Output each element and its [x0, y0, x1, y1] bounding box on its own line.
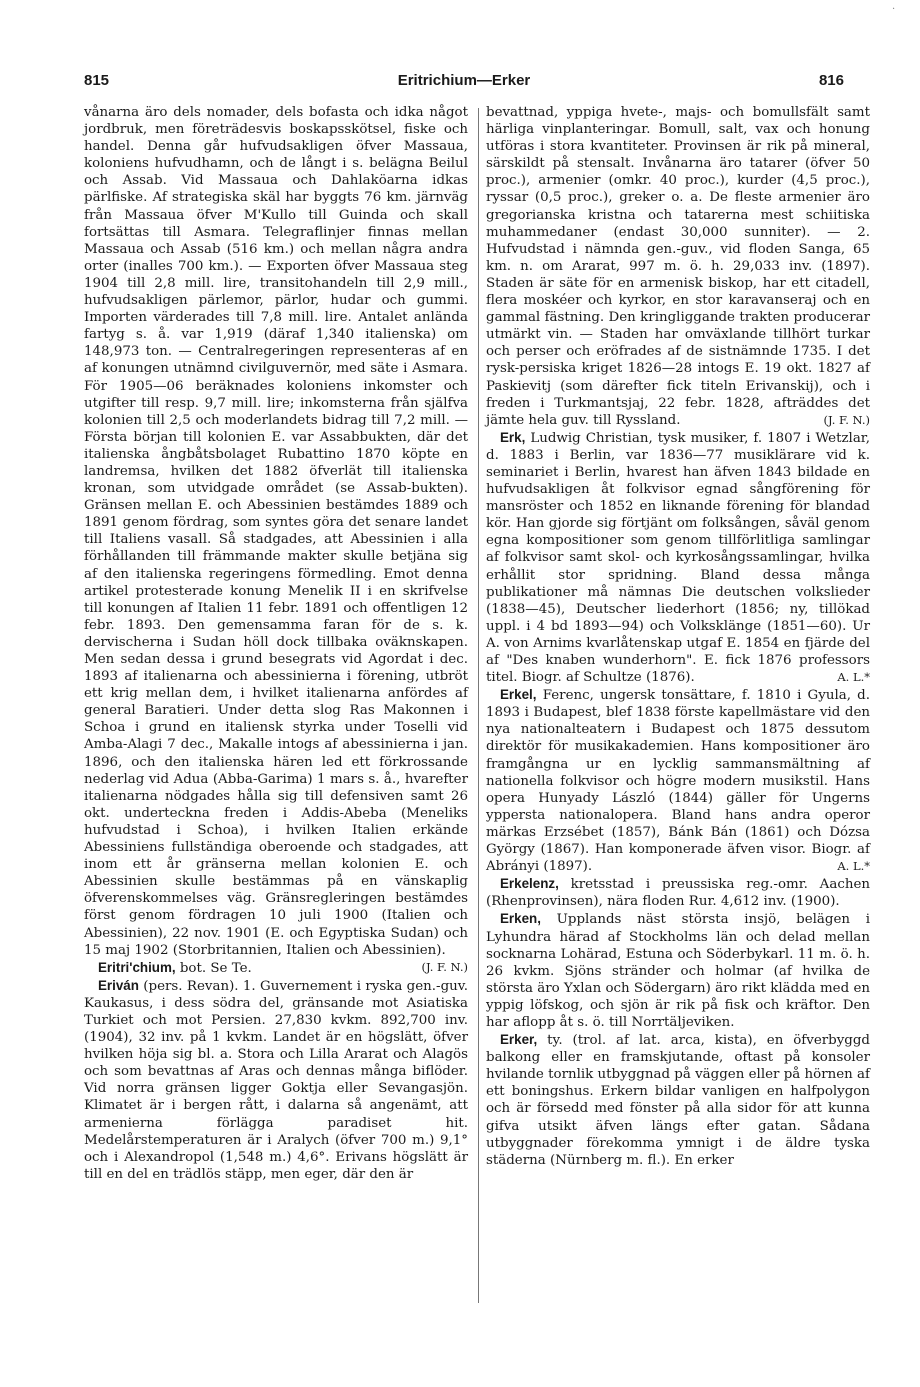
entry-text: Upplands näst största insjö, belägen i Lyhundra härad af Stockholms län och delad mellan socknarna Lohärad, Estuna och Söderbykarl. 11 m. ö. h. 26 kvkm. Sjöns stränder och holmar (af hvilka de största äro Yxlan och Södergarn) äro rikt klädda med en yppig löfskog, och sjön är rik på fisk och kräftor. Den har aflopp åt s. ö. till Norrtäljeviken. — [486, 912, 870, 1030]
entry-erivan — [84, 977, 468, 1183]
entry-text: (pers. Revan). 1. Guvernement i ryska gen.-guv. Kaukasus, i dess södra del, gränsande mot Asiatiska Turkiet och mot Persien. 27,830 kvkm. 892,700 inv. (1904), 32 inv. på 1 kvkm. Landet är en högslätt, öfver hvilken höja sig bl. a. Stora och Lilla Ararat och Alagös och som bevattnas af Aras och dennas många biflöder. Vid norra gränsen ligger Goktja eller Sevangasjön. Klimatet är i bergen rått, i dalarna så angenämt, att armenierna förlägga paradiset hit. Medelårstemperaturen är i Aralych (öfver 700 m.) 9,1° och i Alexandropol (1,548 m.) 4,6°. Erivans högslätt är till en del en trädlös stäpp, men eger, där den är — [84, 978, 468, 1182]
entry-text: ty. (trol. af lat. arca, kista), en öfverbyggd balkong eller en framskjutande, oftast på konsoler hvilande tornlik utbyggnad på väggen eller på hörnen af ett boningshus. Erkern bildar vanligen en halfpolygon och är försedd med fönster på alla sidor för att kunna gifva utsikt äfven längs efter gatan. Sådana utbyggnader förekomma ymnigt i de äldre tyska städerna (Nürnberg m. fl.). En erker — [486, 1033, 870, 1168]
entry-eritrichium — [84, 959, 468, 977]
paragraph-text: bevattnad, yppiga hvete-, majs- och bomullsfält samt härliga vinplanteringar. Bomull, salt, vax och honung utföras i stora kvantiteter. Provinsen är rik på mineral, särskildt på stensalt. Invånarna äro tatarer (öfver 50 proc.), armenier (omkr. 40 proc.), kurder (4,5 proc.), ryssar (0,5 proc.), greker o. a. De fleste armenier äro gregorianska kristna och tatarerna mest schiitiska muhammedaner (endast 30,000 sunniter). — 2. Hufvudstad i nämnda gen.-guv., vid floden Sanga, 65 km. n. om Ararat, 997 m. ö. h. 29,033 inv. (1897). Staden är säte för en armenisk biskop, har ett citadell, flera moskéer och kyrkor, en stor karavanseraj och en gammal fästning. Den kringliggande trakten producerar utmärkt vin. — Staden har omväxlande tillhört turkar och perser och eröfrades af de sistnämnde 1735. I det rysk-persiska kriget 1826—28 intogs E. 19 okt. 1827 af Paskievitj (som därefter fick titeln Erivanskij), och i freden i Turkmantsjaj, 22 febr. 1828, afträddes det jämte hela guv. till Ryssland. — [486, 105, 870, 428]
entry-text: bot. Se Te. — [179, 960, 252, 976]
paragraph-text: vånarna äro dels nomader, dels bofasta och idka något jordbruk, men företrädesvis boskapsskötsel, fiske och handel. Denna går hufvudsakligen öfver Massaua, koloniens hufvudhamn, och de långt i s. belägna Beilul och Assab. Vid Massaua och Dahlaköarna idkas pärlfiske. Af strategiska skäl har byggts 76 km. järnväg från Massaua öfver M'Kullo till Guinda och skall fortsättas till Asmara. Telegraflinjer finnas mellan Massaua och Assab (516 km.) och mellan några andra orter (inalles 700 km.). — Exporten öfver Massaua steg 1904 till 2,8 mill. lire, transitohandeln till 2,9 mill., hufvudsakligen pärlemor, pärlor, hudar och gummi. Importen värderades till 7,8 mill. lire. Antalet anlända fartyg s. å. var 1,919 (däraf 1,340 italienska) om 148,973 ton. — Centralregeringen representeras af en af konungen utnämnd civilguvernör, med säte i Asmara. För 1905—06 beräknades koloniens inkomster och utgifter till resp. 9,7 mill. lire; inkomsterna från själfva kolonien till 2,5 och moderlandets bidrag till 7,2 mill. — Första början till kolonien E. var Assabbukten, där det italienska ångbåtsbolaget Rubattino 1870 köpte en landremsa, hvilken det 1882 öfverlät till italienska kronan, som utvidgade området (se Assab-bukten). Gränsen mellan E. och Abessinien bestämdes 1889 och 1891 genom fördrag, som syntes göra det senare landet till Italiens vasall. Så stadgades, att Abessinien i alla förhållanden till främmande makter skulle betjäna sig af den italienska regeringens förmedling. Emot denna artikel protesterade konung Menelik II i en skrifvelse till konungen af Italien 11 febr. 1891 och offentligen 12 febr. 1893. Den gemensamma faran för de s. k. dervischerna i Sudan höll dock tillbaka oväknskapen. Men sedan dessa i grund besegrats vid Agordat i dec. 1893 af italienarna och abessinierna i förening, utbröt ett krig mellan dem, i hvilket italienarna anfördes af general Baratieri. Under detta slog Ras Makonnen i Schoa i grund en italiensk styrka under Toselli vid Amba-Alagi 7 dec., Makalle intogs af abessinierna i jan. 1896, och den italienska hären led ett förkrossande nederlag vid Adua (Abba-Garima) 1 mars s. å., hvarefter italienarna nödgades hålla sig till defensiven samt 26 okt. underteckna freden i Addis-Abeba (Meneliks hufvudstad i Schoa), i hvilken Italien erkände Abessiniens fullständiga oberoende och stadgades, att inom ett år gränserna mellan kolonien E. och Abessinien skulle bestämmas på en vänskaplig öfverenskommelses väg. Gränsregleringen bestämdes först genom fördragen 10 juli 1900 (Italien och Abessinien), 22 nov. 1901 (E. och Egyptiska Sudan) och 15 maj 1902 (Storbritannien, Italien och Abessinien). — [84, 105, 468, 958]
headword: Erken, — [500, 911, 541, 927]
headword: Eriván — [98, 977, 139, 993]
headword: Erkelenz, — [500, 876, 559, 892]
left-column — [84, 104, 468, 1183]
entry-erken — [486, 910, 870, 1031]
author-signature: A. L.* — [837, 670, 870, 685]
headword: Erk, — [500, 429, 526, 445]
author-signature: (J. F. N.) — [823, 412, 870, 427]
running-title: Eritrichium—Erker — [397, 72, 531, 89]
author-signature: A. L.* — [837, 859, 870, 874]
headword: Erkel, — [500, 687, 537, 703]
entry-erker — [486, 1031, 870, 1169]
headword: Erker, — [500, 1032, 538, 1048]
author-signature: (J. F. N.) — [421, 959, 468, 974]
entry-text: Ludwig Christian, tysk musiker, f. 1807 i Wetzlar, d. 1883 i Berlin, var 1836—77 musiklärare vid k. seminariet i Berlin, hvarest han äfven 1843 bildade en hufvudsakligen åt folkvisor egnad sångförening för mansröster och 1852 en liknande förening för blandad kör. Han gjorde sig förtjänt om folksången, såväl genom egna kompositioner som genom tillförlitliga samlingar af folkvisor samt skol- och kyrkosångssamlingar, hvilka erhållit stor spridning. Bland dessa många publikationer må nämnas Die deutschen volkslieder (1838—45), Deutscher liederhort (1856; ny, tillökad uppl. i 4 bd 1893—94) och Volksklänge (1851—60). Ur A. von Arnims kvarlåtenskap utgaf E. 1854 en fjärde del af "Des knaben wunderhorn". E. fick 1876 professors titel. Biogr. af Schultze (1876). — [486, 430, 870, 686]
column-divider — [478, 108, 479, 1303]
entry-text: kretsstad i preussiska reg.-omr. Aachen (Rhenprovinsen), nära floden Rur. 4,612 inv. (1900). — [486, 877, 870, 910]
entry-erkelenz — [486, 875, 870, 910]
entry-erkel — [486, 686, 870, 875]
page-number-left: 815 — [84, 72, 110, 89]
headword: Eritri'chium, — [98, 959, 176, 975]
page-header — [84, 72, 844, 94]
page-number-right: 816 — [818, 72, 844, 89]
entry-erk — [486, 429, 870, 686]
right-column — [486, 104, 870, 1169]
entry-text: Ferenc, ungersk tonsättare, f. 1810 i Gyula, d. 1893 i Budapest, blef 1838 förste kapellmästare vid den nya nationalteatern i Budapest och 1875 dessutom direktör för musikakademien. Hans kompositioner äro framgångna ur en lycklig sammansmältning af nationella folkvisor och högre modern musikstil. Hans opera Hunyady László (1844) gäller för Ungerns yppersta nationalopera. Bland hans andra operor märkas Erzsébet (1857), Bánk Bán (1861) och Dózsa György (1867). Han komponerade äfven visor. Biogr. af Abrányi (1897). — [486, 688, 870, 875]
corner-mark: · — [892, 4, 896, 15]
erivan-continued — [486, 104, 870, 429]
